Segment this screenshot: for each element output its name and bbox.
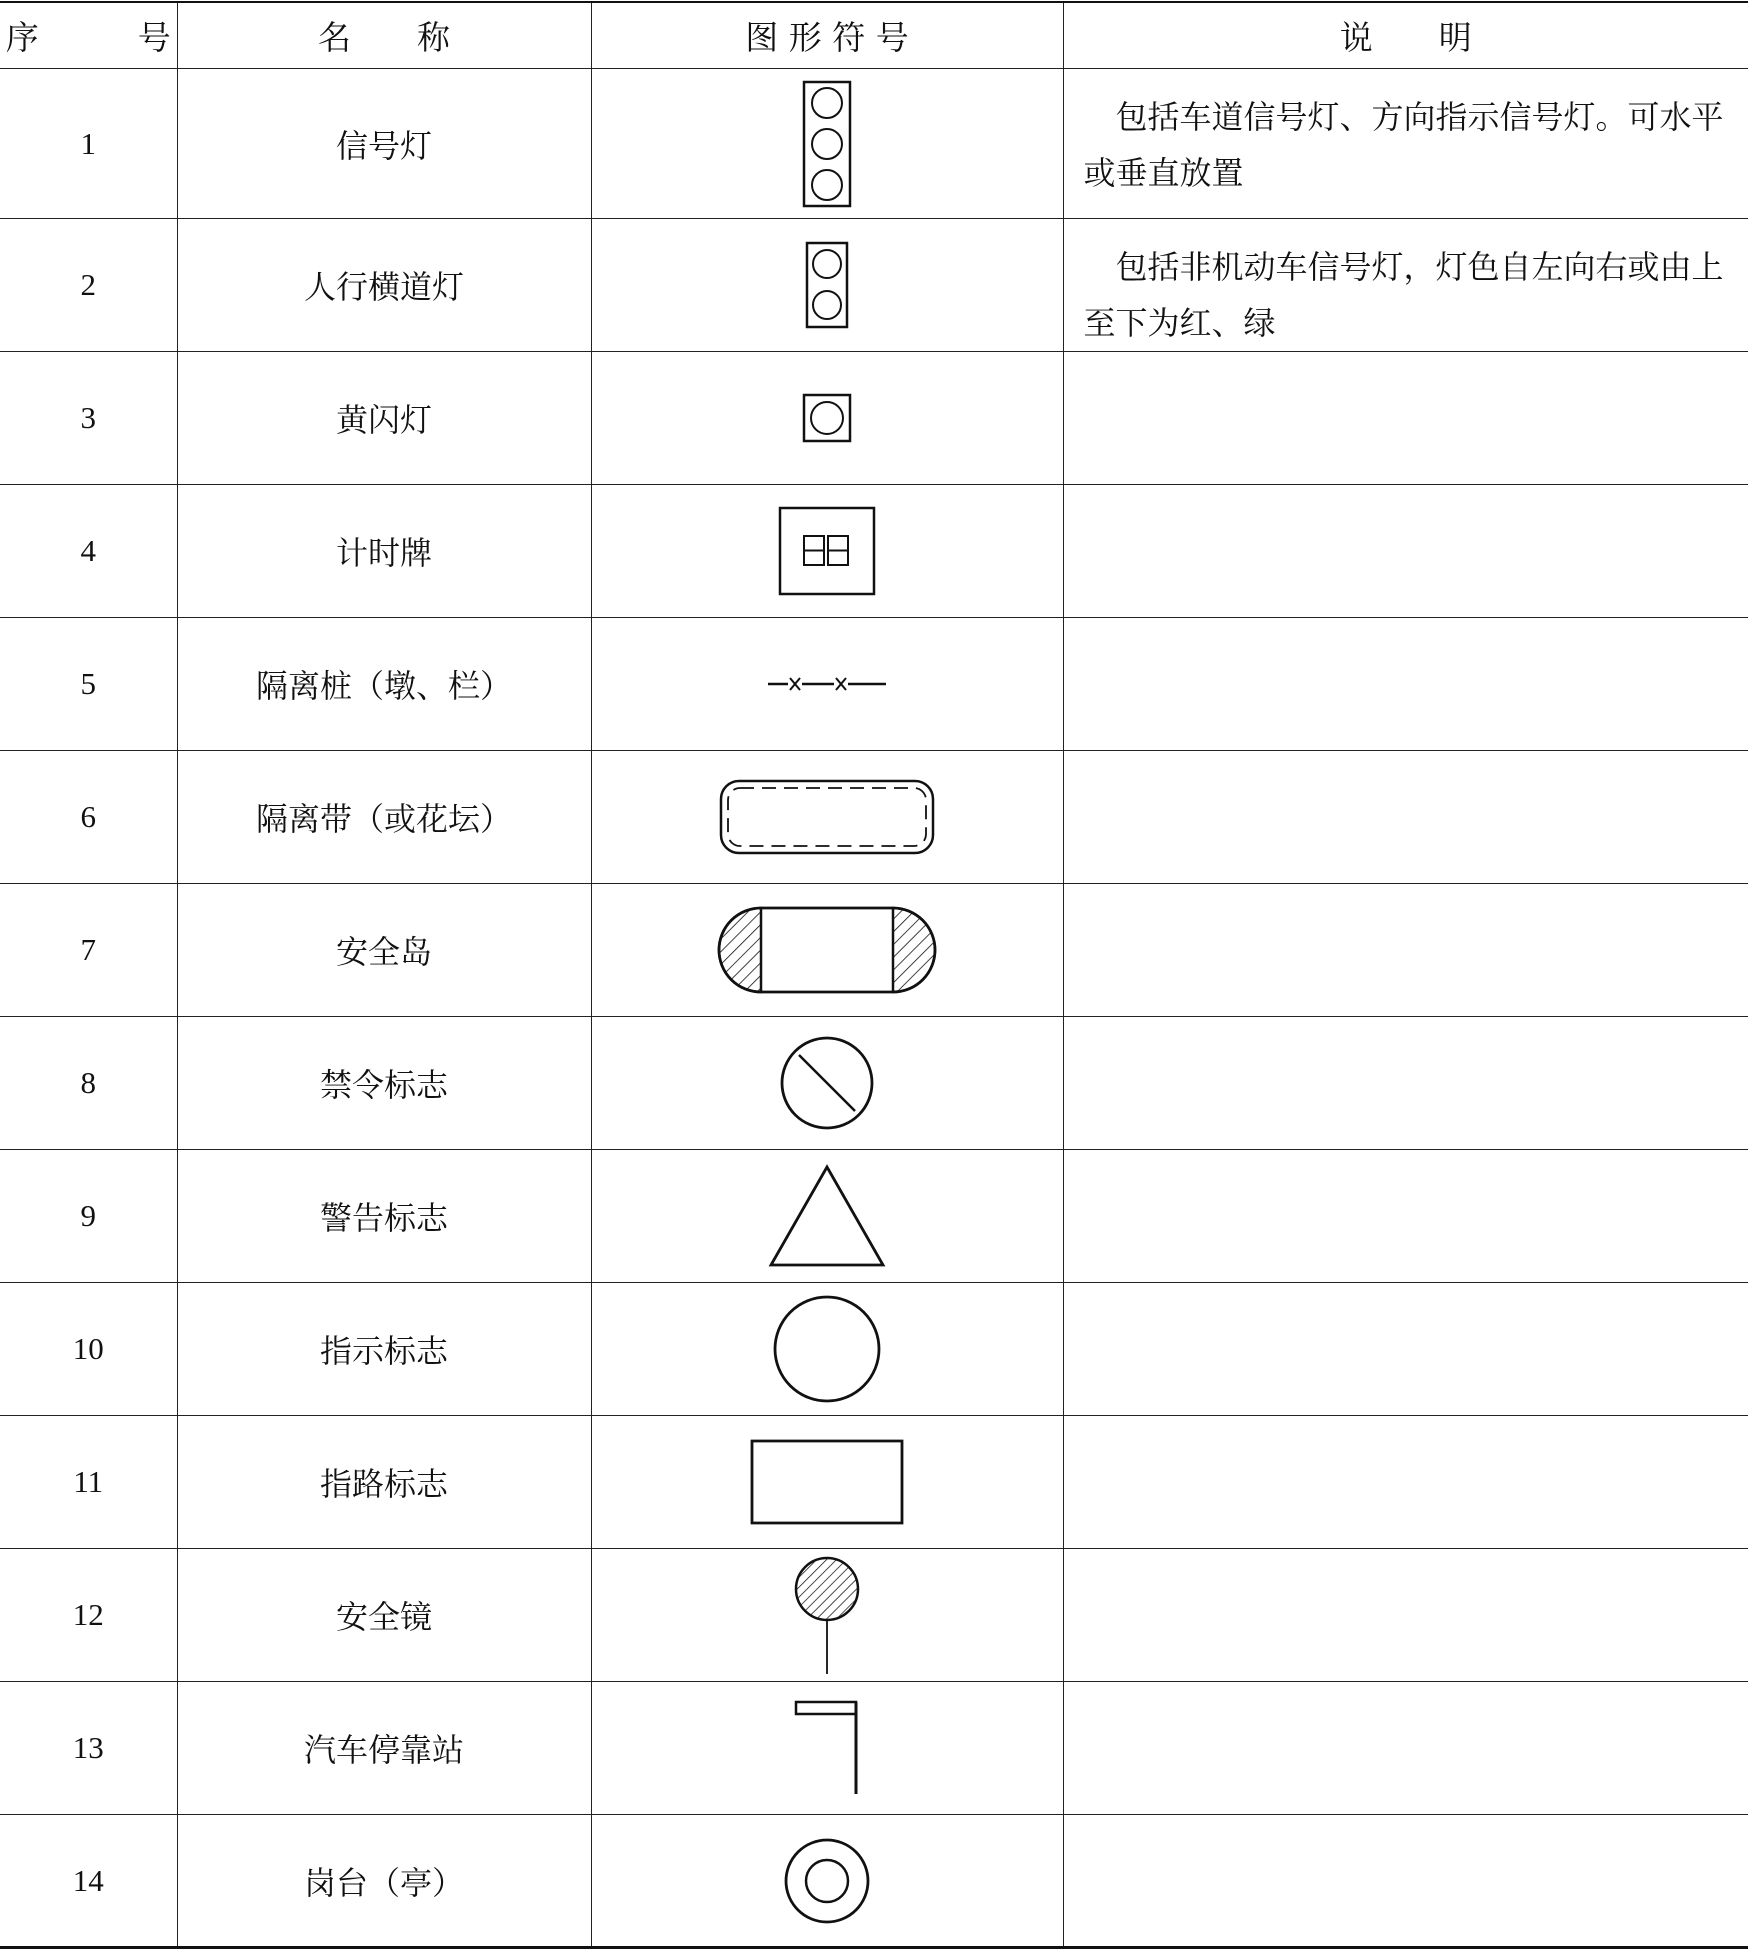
row-name: 岗台（亭） [177,1815,591,1948]
row-name: 指路标志 [177,1416,591,1549]
row-index: 4 [0,485,177,618]
row-symbol [591,219,1063,352]
row-index: 12 [0,1549,177,1682]
row-note [1063,1283,1748,1416]
table-row [0,618,1748,751]
row-index: 11 [0,1416,177,1549]
row-symbol [591,618,1063,751]
countdown-timer-board-icon [778,506,876,596]
row-note [1063,884,1748,1017]
table-row [0,1549,1748,1682]
separation-strip-icon [719,779,935,855]
header-symbol: 图 形 符 号 [591,2,1063,69]
table-row [0,1416,1748,1549]
header-note: 说 明 [1063,2,1748,69]
pedestrian-crossing-light-icon [805,241,849,329]
row-symbol [591,352,1063,485]
row-name: 安全镜 [177,1549,591,1682]
police-booth-icon [783,1837,871,1925]
table-row [0,352,1748,485]
row-note [1063,1815,1748,1948]
safety-mirror-icon [792,1554,862,1676]
row-name: 隔离桩（墩、栏） [177,618,591,751]
row-symbol [591,1150,1063,1283]
row-note [1063,1549,1748,1682]
row-name: 人行横道灯 [177,219,591,352]
row-name: 汽车停靠站 [177,1682,591,1815]
row-note [1063,1416,1748,1549]
yellow-flashing-light-icon [802,393,852,443]
row-index: 1 [0,69,177,219]
table-row [0,485,1748,618]
table-row [0,69,1748,219]
row-index: 10 [0,1283,177,1416]
row-note [1063,618,1748,751]
row-name: 禁令标志 [177,1017,591,1150]
row-index: 14 [0,1815,177,1948]
row-note [1063,1682,1748,1815]
table-row [0,1682,1748,1815]
table-row [0,1815,1748,1948]
row-symbol [591,1549,1063,1682]
table-row [0,1283,1748,1416]
table-row [0,1017,1748,1150]
row-note [1063,1150,1748,1283]
row-symbol [591,1017,1063,1150]
row-symbol [591,1416,1063,1549]
row-index: 9 [0,1150,177,1283]
table-row [0,751,1748,884]
separation-post-icon [766,672,888,696]
row-symbol [591,485,1063,618]
row-symbol [591,69,1063,219]
row-note [1063,751,1748,884]
row-note: 包括车道信号灯、方向指示信号灯。可水平或垂直放置 [1063,69,1748,219]
row-index: 6 [0,751,177,884]
row-note [1063,485,1748,618]
row-symbol [591,1283,1063,1416]
row-symbol [591,1815,1063,1948]
traffic-facility-symbol-table [0,1,1748,1949]
row-symbol [591,1682,1063,1815]
row-name: 警告标志 [177,1150,591,1283]
row-name: 计时牌 [177,485,591,618]
row-index: 5 [0,618,177,751]
row-index: 7 [0,884,177,1017]
row-note [1063,1017,1748,1150]
table-row [0,219,1748,352]
table-row [0,884,1748,1017]
row-name: 指示标志 [177,1283,591,1416]
traffic-signal-light-icon [802,80,852,208]
row-symbol [591,751,1063,884]
row-index: 13 [0,1682,177,1815]
row-name: 安全岛 [177,884,591,1017]
warning-sign-icon [767,1163,887,1269]
row-index: 2 [0,219,177,352]
safety-island-icon [716,905,938,995]
row-note [1063,352,1748,485]
guide-sign-icon [750,1439,904,1525]
header-name: 名 称 [177,2,591,69]
table-header-row [0,2,1748,69]
bus-stop-icon [794,1700,860,1796]
row-name: 隔离带（或花坛） [177,751,591,884]
indication-sign-icon [772,1294,882,1404]
row-index: 3 [0,352,177,485]
row-name: 信号灯 [177,69,591,219]
row-note: 包括非机动车信号灯，灯色自左向右或由上至下为红、绿 [1063,219,1748,352]
row-symbol [591,884,1063,1017]
header-index: 序 号 [0,2,177,69]
row-name: 黄闪灯 [177,352,591,485]
table-row [0,1150,1748,1283]
prohibition-sign-icon [779,1035,875,1131]
row-index: 8 [0,1017,177,1150]
